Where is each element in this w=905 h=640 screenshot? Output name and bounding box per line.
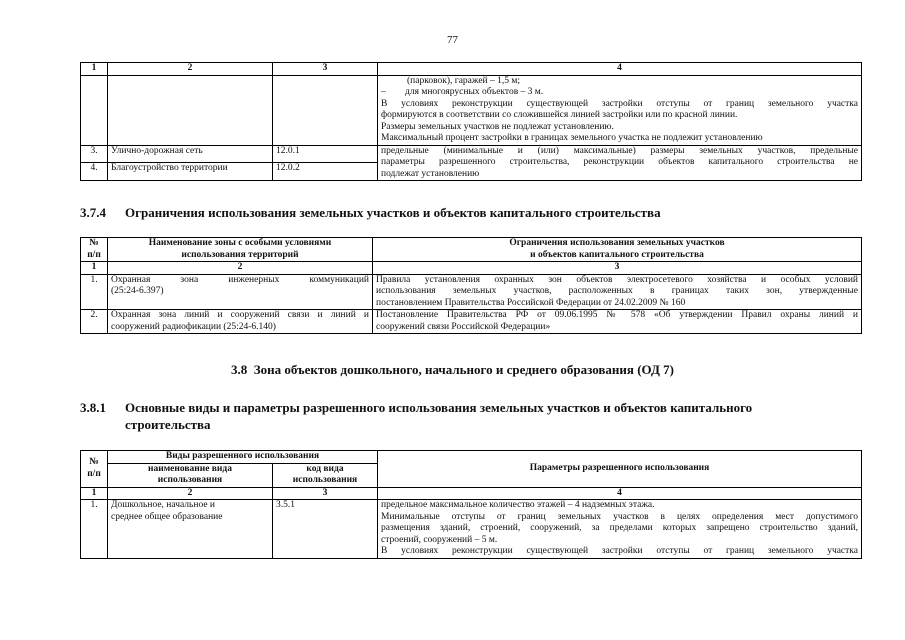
dash: – (381, 87, 386, 97)
row-number: 4. (81, 163, 108, 181)
section-heading-3-8: 3.8 Зона объектов дошкольного, начального и среднего образования (ОД 7) (230, 362, 675, 377)
header-name: наименование вида использования (108, 463, 273, 487)
restriction-cell: Постановление Правительства РФ от 09.06.1995 № 578 «Об утверждении Правил охраны линий и сооружений связи Российской Федерации» (373, 310, 862, 334)
restrictions-table (80, 237, 862, 334)
text-line: формируются в соответствии со сложившейся линией застройки или по красной линии. (381, 110, 738, 120)
col-number: 1 (81, 487, 108, 500)
continuation-table (80, 62, 862, 181)
header-code: код вида использования (273, 463, 378, 487)
col-number: 4 (378, 487, 862, 500)
od7-uses-table (80, 450, 862, 559)
zone-cell: Охранная зона линий и сооружений связи и линий и сооружений радиофикации (25:24-6.140) (108, 310, 373, 334)
merged-params-cell: предельные (минимальные и (или) максимальные) размеры земельных участков, предельные параметры разрешенного строительства, реконструкции объектов капитального строительства не подлежат установлению (378, 145, 862, 181)
use-code: 3.5.1 (273, 500, 378, 559)
col-number: 3 (373, 262, 862, 275)
col-number: 4 (378, 63, 862, 76)
col-number: 3 (273, 487, 378, 500)
section-heading-3-7-4: 3.7.4 Ограничения использования земельных участков и объектов капитального строительства (80, 205, 661, 220)
params-cell (378, 75, 862, 145)
page-number: 77 (447, 34, 458, 46)
text-line: Размеры земельных участков не подлежат установлению. (381, 121, 614, 132)
restriction-cell: Правила установления охранных зон объектов электросетевого хозяйства и особых условий использования земельных участков, расположенных в границах таких зон, утвержденные постановлением Правительства Российской Федерации от 24.02.2009 № 160 (373, 274, 862, 310)
col-number: 2 (108, 487, 273, 500)
col-number: 3 (273, 63, 378, 76)
row-number: 3. (81, 145, 108, 163)
header-zone: Наименование зоны с особыми условиями использования территорий (108, 238, 373, 262)
col-number: 2 (108, 63, 273, 76)
text-line: В условиях реконструкции существующей застройки отступы от границ земельного участка (381, 98, 858, 109)
header-params: Параметры разрешенного использования (378, 451, 862, 488)
col-number: 1 (81, 63, 108, 76)
row-name: Благоустройство территории (108, 163, 273, 181)
text-line: Максимальный процент застройки в границах земельного участка не подлежит установлению (381, 133, 763, 143)
col-number: 2 (108, 262, 373, 275)
zone-cell: Охранная зона инженерных коммуникаций (25:24-6.397) (108, 274, 373, 310)
header-restrictions: Ограничения использования земельных участков и объектов капитального строительства (373, 238, 862, 262)
row-number: 1. (81, 500, 108, 559)
row-number: 1. (81, 274, 108, 310)
params-cell: предельное максимальное количество этажей – 4 надземных этажа. Минимальные отступы от границ земельных участков в целях определения мест допустимого размещения зданий, строений, сооружений, за пределами которых запрещено строительство зданий, строений, сооружений – 5 м. В условиях реконструкции существующей застройки отступы от границ земельного участка (378, 500, 862, 559)
header-num: № п/п (81, 238, 108, 262)
use-name: Дошкольное, начальное и среднее общее образование (108, 500, 273, 559)
header-num: № п/п (81, 451, 108, 488)
header-group: Виды разрешенного использования (108, 451, 378, 464)
row-name: Улично-дорожная сеть (108, 145, 273, 163)
section-heading-3-8-1: 3.8.1 Основные виды и параметры разрешенного использования земельных участков и объектов капитального строительства (80, 400, 753, 432)
col-number: 1 (81, 262, 108, 275)
text-line: – для многоярусных объектов – 3 м. (381, 87, 544, 97)
row-number: 2. (81, 310, 108, 334)
row-code: 12.0.1 (273, 145, 378, 163)
row-code: 12.0.2 (273, 163, 378, 181)
text-line: (парковок), гаражей – 1,5 м; (407, 75, 521, 86)
